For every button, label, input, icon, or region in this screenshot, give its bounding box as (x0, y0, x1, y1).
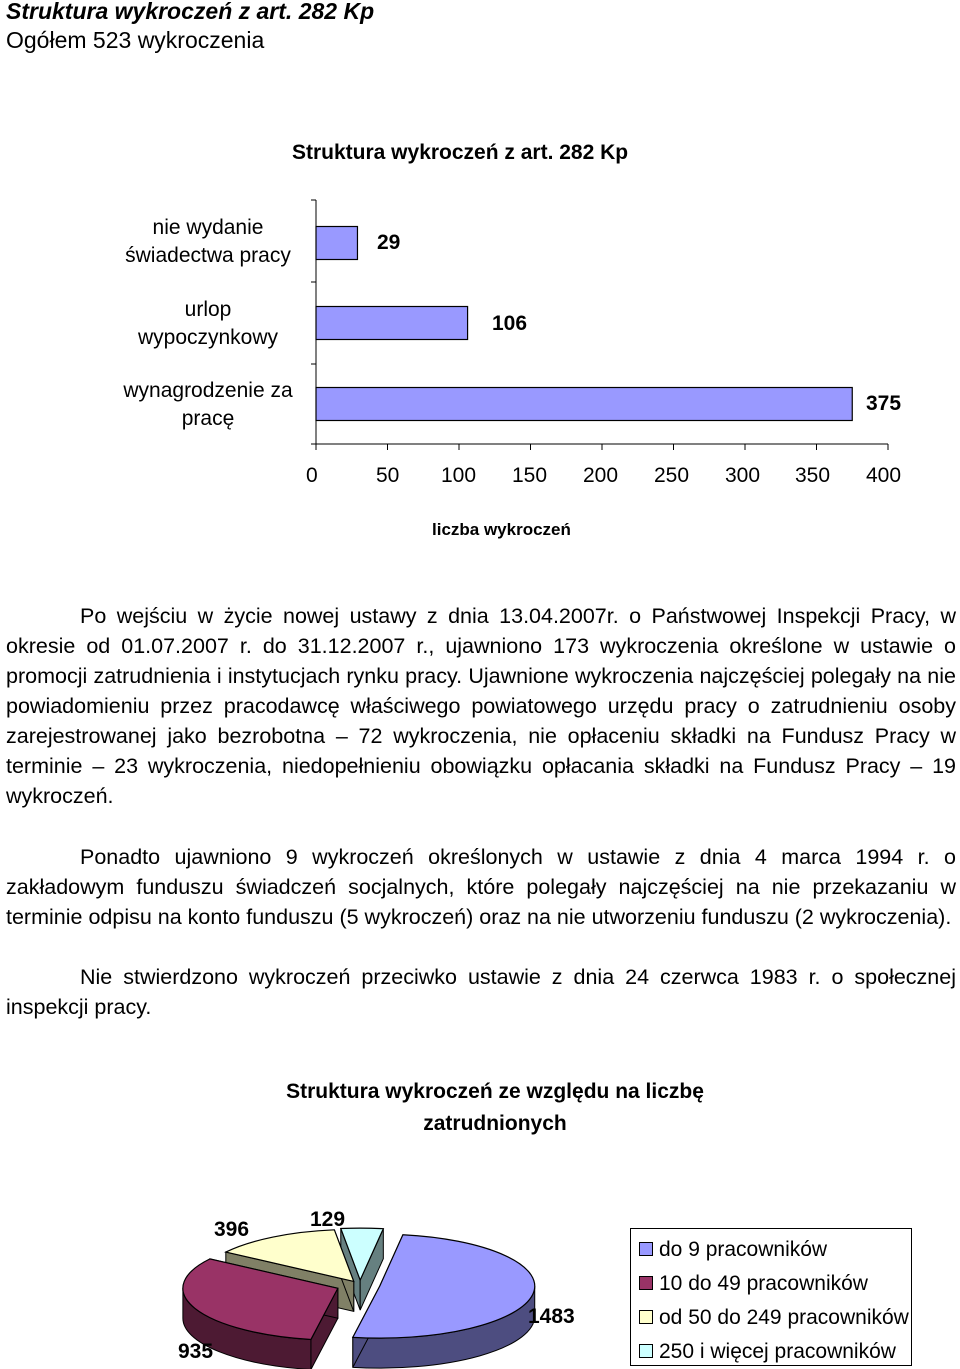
legend-swatch (639, 1276, 653, 1290)
body-paragraph: Ponadto ujawniono 9 wykroczeń określonych w ustawie z dnia 4 marca 1994 r. o zakładowym funduszu świadczeń socjalnych, które polegały najczęściej na nie przekazaniu w terminie odpisu na konto funduszu (5 wykroczeń) oraz na nie utworzeniu funduszu (2 wykroczenia). (6, 845, 956, 929)
bar-tick-label: 400 (866, 464, 902, 487)
legend-item: od 50 do 249 pracowników (639, 1305, 909, 1331)
body-paragraph: Po wejściu w życie nowej ustawy z dnia 13.04.2007r. o Państwowej Inspekcji Pracy, w okresie od 01.07.2007 r. do 31.12.2007 r., ujawniono 173 wykroczenia określone w ustawie o promocji zatrudnienia i instytucjach rynku pracy. Ujawnione wykroczenia najczęściej polegały na nie powiadomieniu przez pracodawcę właściwego powiatowego urzędu pracy o zatrudnieniu osoby zarejestrowanej jako bezrobotna – 72 wykroczenia, nie opłaceniu składki na Fundusz Pracy w terminie – 23 wykroczenia, niedopełnieniu obowiązku opłacania składki na Fundusz Pracy – 19 wykroczeń. (6, 604, 956, 808)
bar-value-label: 106 (492, 312, 528, 335)
pie-chart-title: Struktura wykroczeń ze względu na liczbę zatrudnionych (286, 1080, 704, 1135)
legend-swatch (639, 1242, 653, 1256)
bar-value-label: 29 (377, 231, 401, 254)
bar-tick-label: 300 (725, 464, 761, 487)
legend-item: 10 do 49 pracowników (639, 1271, 868, 1297)
bar-tick-label: 100 (441, 464, 477, 487)
bar-tick-label: 350 (795, 464, 831, 487)
pie-legend (630, 1228, 912, 1366)
pie-value-label: 396 (214, 1218, 250, 1241)
pie-value-label: 935 (178, 1340, 214, 1363)
page-subheading: Ogółem 523 wykroczenia (6, 27, 265, 53)
legend-swatch (639, 1344, 653, 1358)
body-paragraph: Nie stwierdzono wykroczeń przeciwko ustawie z dnia 24 czerwca 1983 r. o społecznej inspekcji pracy. (6, 965, 956, 1019)
page-heading: Struktura wykroczeń z art. 282 Kp (6, 0, 375, 24)
bar-tick-label: 150 (512, 464, 548, 487)
bar-value-label: 375 (866, 392, 902, 415)
bar-tick-label: 200 (583, 464, 619, 487)
bar-category-label: urlop wypoczynkowy (137, 298, 279, 349)
pie-value-label: 129 (310, 1208, 346, 1231)
pie-value-label: 1483 (528, 1305, 575, 1328)
bar-tick-label: 0 (306, 464, 318, 487)
bar (316, 227, 357, 260)
bar-tick-label: 250 (654, 464, 690, 487)
legend-item: do 9 pracowników (639, 1237, 827, 1263)
bar-chart-title: Struktura wykroczeń z art. 282 Kp (292, 141, 629, 164)
bar-category-label: wynagrodzenie za pracę (123, 379, 293, 430)
legend-item: 250 i więcej pracowników (639, 1339, 896, 1365)
legend-swatch (639, 1310, 653, 1324)
bar (316, 388, 852, 421)
bar-category-label: nie wydanie świadectwa pracy (125, 216, 291, 267)
bar-tick-label: 50 (376, 464, 400, 487)
bar-chart-x-axis-label: liczba wykroczeń (432, 520, 571, 539)
bar-chart-plot (0, 0, 960, 470)
bar (316, 307, 468, 340)
